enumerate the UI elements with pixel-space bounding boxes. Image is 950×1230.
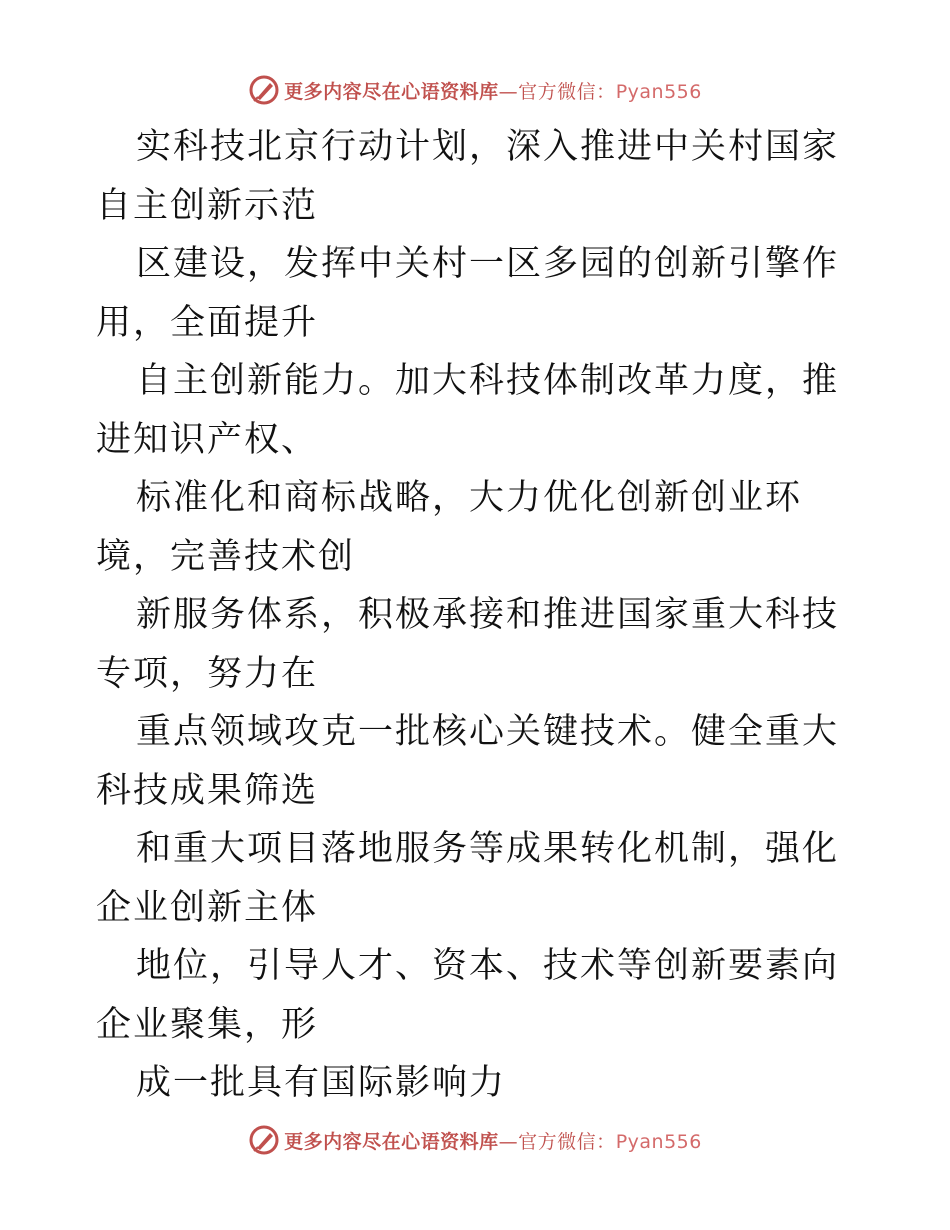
paragraph-line: 自主创新能力。加大科技体制改革力度，推进知识产权、	[96, 361, 840, 460]
banner-text	[284, 1127, 702, 1154]
banner-official-label: 官方微信：	[518, 80, 616, 103]
quill-logo-icon	[248, 74, 280, 106]
paragraph-line: 实科技北京行动计划，深入推进中关村国家自主创新示范	[96, 127, 840, 226]
footer-banner	[0, 1120, 950, 1160]
banner-dash: —	[498, 80, 519, 103]
paragraph-line: 重点领域攻克一批核心关键技术。健全重大科技成果筛选	[96, 712, 840, 811]
quill-logo-icon	[248, 1124, 280, 1156]
banner-wechat-id: Pyan556	[615, 80, 702, 103]
banner-main-text: 更多内容尽在心语资料库	[284, 1130, 499, 1153]
banner-wechat-id: Pyan556	[615, 1130, 702, 1153]
banner-dash: —	[498, 1130, 519, 1153]
paragraph-line: 成一批具有国际影响力	[136, 1063, 507, 1103]
banner-official-label: 官方微信：	[518, 1130, 616, 1153]
banner-text	[284, 77, 702, 104]
paragraph-line: 地位，引导人才、资本、技术等创新要素向企业聚集，形	[96, 946, 840, 1045]
paragraph-line: 区建设，发挥中关村一区多园的创新引擎作用，全面提升	[96, 244, 840, 343]
banner-main-text: 更多内容尽在心语资料库	[284, 80, 499, 103]
paragraph-line: 和重大项目落地服务等成果转化机制，强化企业创新主体	[96, 829, 840, 928]
header-banner	[0, 70, 950, 110]
document-body	[96, 118, 866, 1113]
paragraph-line: 标准化和商标战略，大力优化创新创业环境，完善技术创	[96, 478, 803, 577]
paragraph-line: 新服务体系，积极承接和推进国家重大科技专项，努力在	[96, 595, 840, 694]
